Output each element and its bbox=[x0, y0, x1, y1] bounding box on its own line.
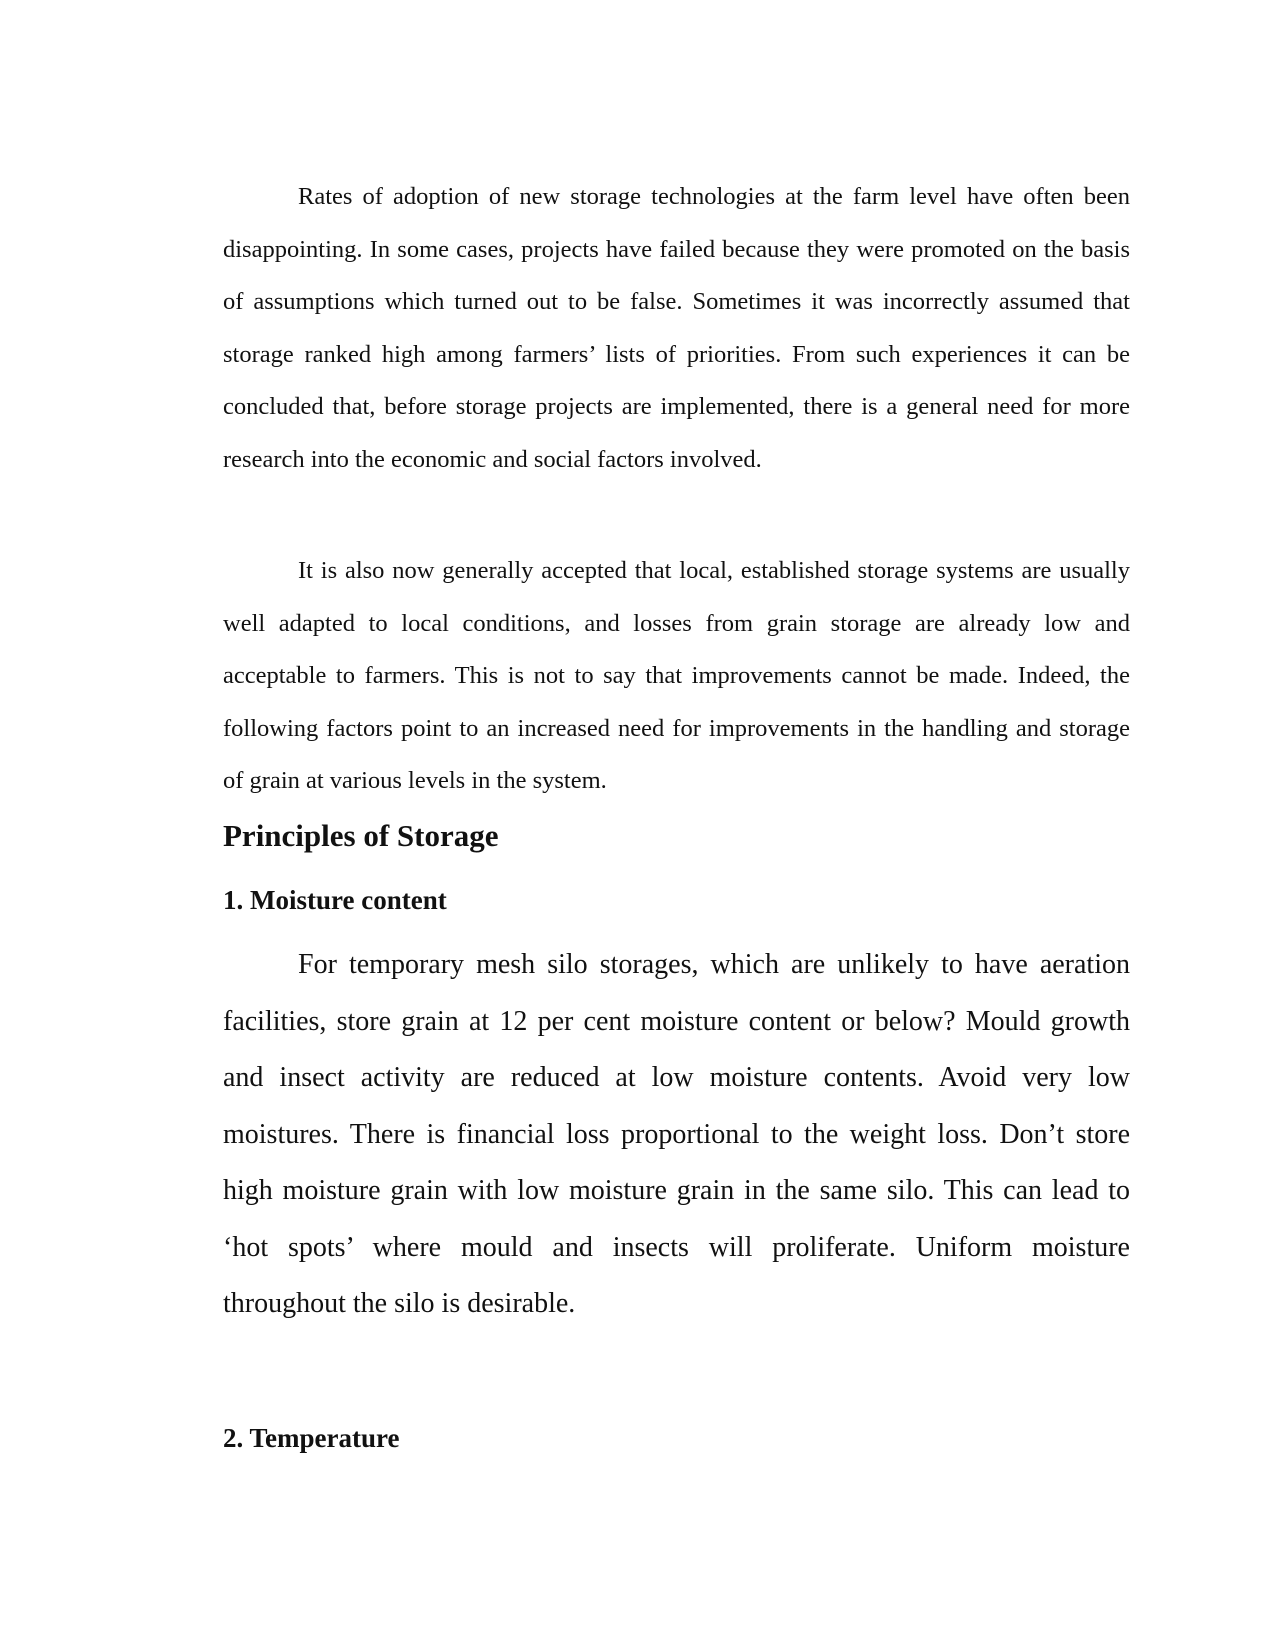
subheading-temperature: 2. Temperature bbox=[223, 1423, 400, 1453]
section-title-principles-of-storage: Principles of Storage bbox=[223, 818, 499, 853]
paragraph-local-storage-systems: It is also now generally accepted that local, established storage systems are usually well adapted to local conditions, and losses from grain storage are already low and acceptable to farmers. This is not to say that improvements cannot be made. Indeed, the following factors point to an increased need for improvements in the handling and storage of grain at various levels in the system. bbox=[223, 557, 1130, 794]
subheading-moisture-content: 1. Moisture content bbox=[223, 885, 447, 915]
paragraph-adoption-rates: Rates of adoption of new storage technologies at the farm level have often been disappointing. In some cases, projects have failed because they were promoted on the basis of assumptions which turned out to be false. Sometimes it was incorrectly assumed that storage ranked high among farmers’ lists of priorities. From such experiences it can be concluded that, before storage projects are implemented, there is a general need for more research into the economic and social factors involved. bbox=[223, 183, 1130, 473]
paragraph-moisture-content: For temporary mesh silo storages, which are unlikely to have aeration facilities, store grain at 12 per cent moisture content or below? Mould growth and insect activity are reduced at low moisture contents. Avoid very low moistures. There is financial loss proportional to the weight loss. Don’t store high moisture grain with low moisture grain in the same silo. This can lead to ‘hot spots’ where mould and insects will proliferate. Uniform moisture throughout the silo is desirable. bbox=[223, 949, 1130, 1319]
